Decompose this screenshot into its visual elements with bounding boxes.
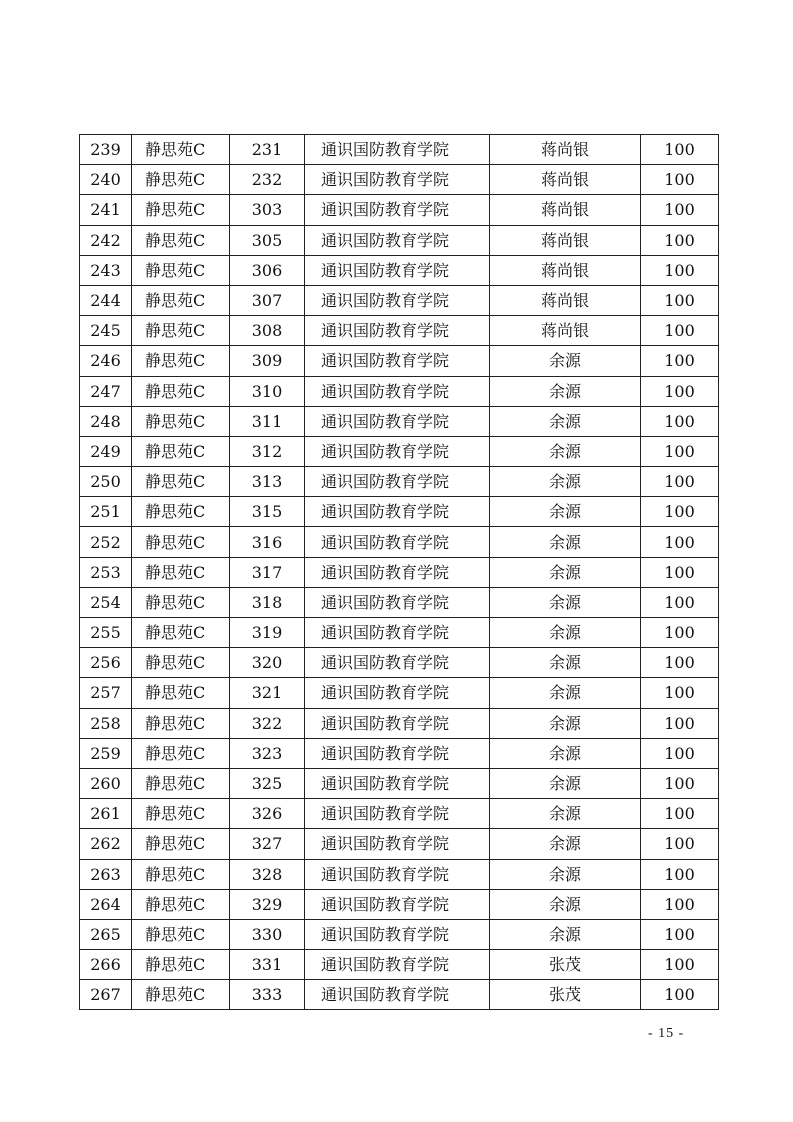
person-cell: 余源 bbox=[490, 557, 641, 587]
row-index-cell: 256 bbox=[80, 648, 132, 678]
row-index-cell: 259 bbox=[80, 738, 132, 768]
room-cell: 315 bbox=[230, 497, 305, 527]
row-index-cell: 241 bbox=[80, 195, 132, 225]
table-row bbox=[80, 768, 719, 798]
row-index-cell: 239 bbox=[80, 135, 132, 165]
college-cell: 通识国防教育学院 bbox=[305, 285, 490, 315]
table-row bbox=[80, 195, 719, 225]
score-cell: 100 bbox=[641, 165, 719, 195]
table-row bbox=[80, 919, 719, 949]
table-row bbox=[80, 889, 719, 919]
row-index-cell: 255 bbox=[80, 618, 132, 648]
building-cell: 静思苑C bbox=[132, 829, 230, 859]
person-cell: 余源 bbox=[490, 889, 641, 919]
row-index-cell: 244 bbox=[80, 285, 132, 315]
dormitory-table bbox=[79, 134, 719, 1010]
table-row bbox=[80, 285, 719, 315]
table-row bbox=[80, 346, 719, 376]
row-index-cell: 266 bbox=[80, 950, 132, 980]
score-cell: 100 bbox=[641, 859, 719, 889]
college-cell: 通识国防教育学院 bbox=[305, 195, 490, 225]
building-cell: 静思苑C bbox=[132, 165, 230, 195]
row-index-cell: 260 bbox=[80, 768, 132, 798]
college-cell: 通识国防教育学院 bbox=[305, 467, 490, 497]
college-cell: 通识国防教育学院 bbox=[305, 346, 490, 376]
score-cell: 100 bbox=[641, 195, 719, 225]
score-cell: 100 bbox=[641, 980, 719, 1010]
score-cell: 100 bbox=[641, 587, 719, 617]
person-cell: 余源 bbox=[490, 467, 641, 497]
person-cell: 余源 bbox=[490, 799, 641, 829]
room-cell: 328 bbox=[230, 859, 305, 889]
person-cell: 蒋尚银 bbox=[490, 135, 641, 165]
room-cell: 319 bbox=[230, 618, 305, 648]
score-cell: 100 bbox=[641, 135, 719, 165]
table-body bbox=[80, 135, 719, 1010]
building-cell: 静思苑C bbox=[132, 980, 230, 1010]
table-row bbox=[80, 587, 719, 617]
person-cell: 蒋尚银 bbox=[490, 195, 641, 225]
room-cell: 317 bbox=[230, 557, 305, 587]
row-index-cell: 250 bbox=[80, 467, 132, 497]
room-cell: 320 bbox=[230, 648, 305, 678]
building-cell: 静思苑C bbox=[132, 467, 230, 497]
score-cell: 100 bbox=[641, 768, 719, 798]
college-cell: 通识国防教育学院 bbox=[305, 648, 490, 678]
table-row bbox=[80, 738, 719, 768]
score-cell: 100 bbox=[641, 346, 719, 376]
college-cell: 通识国防教育学院 bbox=[305, 406, 490, 436]
row-index-cell: 253 bbox=[80, 557, 132, 587]
college-cell: 通识国防教育学院 bbox=[305, 980, 490, 1010]
table-row bbox=[80, 980, 719, 1010]
table-row bbox=[80, 135, 719, 165]
person-cell: 余源 bbox=[490, 527, 641, 557]
building-cell: 静思苑C bbox=[132, 497, 230, 527]
person-cell: 余源 bbox=[490, 618, 641, 648]
building-cell: 静思苑C bbox=[132, 527, 230, 557]
building-cell: 静思苑C bbox=[132, 135, 230, 165]
table-row bbox=[80, 255, 719, 285]
person-cell: 余源 bbox=[490, 497, 641, 527]
row-index-cell: 246 bbox=[80, 346, 132, 376]
building-cell: 静思苑C bbox=[132, 436, 230, 466]
person-cell: 余源 bbox=[490, 436, 641, 466]
room-cell: 323 bbox=[230, 738, 305, 768]
college-cell: 通识国防教育学院 bbox=[305, 527, 490, 557]
score-cell: 100 bbox=[641, 557, 719, 587]
table-row bbox=[80, 557, 719, 587]
table-row bbox=[80, 436, 719, 466]
building-cell: 静思苑C bbox=[132, 678, 230, 708]
score-cell: 100 bbox=[641, 618, 719, 648]
table-row bbox=[80, 648, 719, 678]
score-cell: 100 bbox=[641, 919, 719, 949]
row-index-cell: 267 bbox=[80, 980, 132, 1010]
score-cell: 100 bbox=[641, 829, 719, 859]
college-cell: 通识国防教育学院 bbox=[305, 587, 490, 617]
row-index-cell: 240 bbox=[80, 165, 132, 195]
room-cell: 318 bbox=[230, 587, 305, 617]
college-cell: 通识国防教育学院 bbox=[305, 768, 490, 798]
college-cell: 通识国防教育学院 bbox=[305, 950, 490, 980]
person-cell: 余源 bbox=[490, 829, 641, 859]
row-index-cell: 258 bbox=[80, 708, 132, 738]
building-cell: 静思苑C bbox=[132, 406, 230, 436]
person-cell: 蒋尚银 bbox=[490, 255, 641, 285]
table-row bbox=[80, 859, 719, 889]
row-index-cell: 242 bbox=[80, 225, 132, 255]
table-row bbox=[80, 406, 719, 436]
table-row bbox=[80, 799, 719, 829]
table-row bbox=[80, 527, 719, 557]
room-cell: 308 bbox=[230, 316, 305, 346]
score-cell: 100 bbox=[641, 527, 719, 557]
table-row bbox=[80, 618, 719, 648]
building-cell: 静思苑C bbox=[132, 618, 230, 648]
building-cell: 静思苑C bbox=[132, 225, 230, 255]
room-cell: 307 bbox=[230, 285, 305, 315]
room-cell: 309 bbox=[230, 346, 305, 376]
table-row bbox=[80, 708, 719, 738]
person-cell: 蒋尚银 bbox=[490, 285, 641, 315]
row-index-cell: 243 bbox=[80, 255, 132, 285]
row-index-cell: 249 bbox=[80, 436, 132, 466]
score-cell: 100 bbox=[641, 376, 719, 406]
row-index-cell: 262 bbox=[80, 829, 132, 859]
building-cell: 静思苑C bbox=[132, 346, 230, 376]
building-cell: 静思苑C bbox=[132, 859, 230, 889]
college-cell: 通识国防教育学院 bbox=[305, 436, 490, 466]
building-cell: 静思苑C bbox=[132, 768, 230, 798]
room-cell: 333 bbox=[230, 980, 305, 1010]
room-cell: 312 bbox=[230, 436, 305, 466]
row-index-cell: 245 bbox=[80, 316, 132, 346]
person-cell: 余源 bbox=[490, 919, 641, 949]
college-cell: 通识国防教育学院 bbox=[305, 829, 490, 859]
room-cell: 331 bbox=[230, 950, 305, 980]
score-cell: 100 bbox=[641, 799, 719, 829]
college-cell: 通识国防教育学院 bbox=[305, 799, 490, 829]
college-cell: 通识国防教育学院 bbox=[305, 919, 490, 949]
college-cell: 通识国防教育学院 bbox=[305, 618, 490, 648]
person-cell: 蒋尚银 bbox=[490, 316, 641, 346]
room-cell: 322 bbox=[230, 708, 305, 738]
person-cell: 张茂 bbox=[490, 980, 641, 1010]
table-row bbox=[80, 165, 719, 195]
row-index-cell: 254 bbox=[80, 587, 132, 617]
building-cell: 静思苑C bbox=[132, 255, 230, 285]
college-cell: 通识国防教育学院 bbox=[305, 316, 490, 346]
row-index-cell: 247 bbox=[80, 376, 132, 406]
college-cell: 通识国防教育学院 bbox=[305, 859, 490, 889]
college-cell: 通识国防教育学院 bbox=[305, 708, 490, 738]
score-cell: 100 bbox=[641, 497, 719, 527]
score-cell: 100 bbox=[641, 467, 719, 497]
room-cell: 313 bbox=[230, 467, 305, 497]
room-cell: 326 bbox=[230, 799, 305, 829]
row-index-cell: 257 bbox=[80, 678, 132, 708]
person-cell: 余源 bbox=[490, 678, 641, 708]
person-cell: 余源 bbox=[490, 738, 641, 768]
person-cell: 余源 bbox=[490, 708, 641, 738]
person-cell: 余源 bbox=[490, 587, 641, 617]
college-cell: 通识国防教育学院 bbox=[305, 255, 490, 285]
table-row bbox=[80, 225, 719, 255]
score-cell: 100 bbox=[641, 225, 719, 255]
room-cell: 316 bbox=[230, 527, 305, 557]
person-cell: 蒋尚银 bbox=[490, 225, 641, 255]
person-cell: 余源 bbox=[490, 768, 641, 798]
score-cell: 100 bbox=[641, 889, 719, 919]
college-cell: 通识国防教育学院 bbox=[305, 135, 490, 165]
page-number: - 15 - bbox=[648, 1026, 685, 1041]
building-cell: 静思苑C bbox=[132, 316, 230, 346]
table-row bbox=[80, 316, 719, 346]
score-cell: 100 bbox=[641, 285, 719, 315]
college-cell: 通识国防教育学院 bbox=[305, 678, 490, 708]
room-cell: 232 bbox=[230, 165, 305, 195]
college-cell: 通识国防教育学院 bbox=[305, 889, 490, 919]
room-cell: 330 bbox=[230, 919, 305, 949]
row-index-cell: 248 bbox=[80, 406, 132, 436]
person-cell: 余源 bbox=[490, 648, 641, 678]
room-cell: 329 bbox=[230, 889, 305, 919]
building-cell: 静思苑C bbox=[132, 648, 230, 678]
person-cell: 蒋尚银 bbox=[490, 165, 641, 195]
score-cell: 100 bbox=[641, 648, 719, 678]
building-cell: 静思苑C bbox=[132, 376, 230, 406]
college-cell: 通识国防教育学院 bbox=[305, 557, 490, 587]
room-cell: 327 bbox=[230, 829, 305, 859]
building-cell: 静思苑C bbox=[132, 889, 230, 919]
person-cell: 余源 bbox=[490, 376, 641, 406]
room-cell: 310 bbox=[230, 376, 305, 406]
score-cell: 100 bbox=[641, 255, 719, 285]
room-cell: 303 bbox=[230, 195, 305, 225]
score-cell: 100 bbox=[641, 708, 719, 738]
person-cell: 余源 bbox=[490, 859, 641, 889]
building-cell: 静思苑C bbox=[132, 587, 230, 617]
building-cell: 静思苑C bbox=[132, 799, 230, 829]
row-index-cell: 263 bbox=[80, 859, 132, 889]
college-cell: 通识国防教育学院 bbox=[305, 738, 490, 768]
score-cell: 100 bbox=[641, 436, 719, 466]
room-cell: 311 bbox=[230, 406, 305, 436]
college-cell: 通识国防教育学院 bbox=[305, 165, 490, 195]
room-cell: 305 bbox=[230, 225, 305, 255]
row-index-cell: 252 bbox=[80, 527, 132, 557]
college-cell: 通识国防教育学院 bbox=[305, 225, 490, 255]
row-index-cell: 251 bbox=[80, 497, 132, 527]
room-cell: 306 bbox=[230, 255, 305, 285]
score-cell: 100 bbox=[641, 738, 719, 768]
room-cell: 231 bbox=[230, 135, 305, 165]
college-cell: 通识国防教育学院 bbox=[305, 497, 490, 527]
building-cell: 静思苑C bbox=[132, 919, 230, 949]
room-cell: 325 bbox=[230, 768, 305, 798]
table-row bbox=[80, 467, 719, 497]
row-index-cell: 265 bbox=[80, 919, 132, 949]
room-cell: 321 bbox=[230, 678, 305, 708]
score-cell: 100 bbox=[641, 406, 719, 436]
score-cell: 100 bbox=[641, 316, 719, 346]
table-row bbox=[80, 497, 719, 527]
row-index-cell: 261 bbox=[80, 799, 132, 829]
building-cell: 静思苑C bbox=[132, 195, 230, 225]
table-row bbox=[80, 376, 719, 406]
person-cell: 余源 bbox=[490, 406, 641, 436]
building-cell: 静思苑C bbox=[132, 285, 230, 315]
building-cell: 静思苑C bbox=[132, 950, 230, 980]
building-cell: 静思苑C bbox=[132, 738, 230, 768]
table-row bbox=[80, 678, 719, 708]
building-cell: 静思苑C bbox=[132, 708, 230, 738]
college-cell: 通识国防教育学院 bbox=[305, 376, 490, 406]
row-index-cell: 264 bbox=[80, 889, 132, 919]
table-row bbox=[80, 950, 719, 980]
person-cell: 张茂 bbox=[490, 950, 641, 980]
score-cell: 100 bbox=[641, 950, 719, 980]
score-cell: 100 bbox=[641, 678, 719, 708]
building-cell: 静思苑C bbox=[132, 557, 230, 587]
person-cell: 余源 bbox=[490, 346, 641, 376]
table-row bbox=[80, 829, 719, 859]
